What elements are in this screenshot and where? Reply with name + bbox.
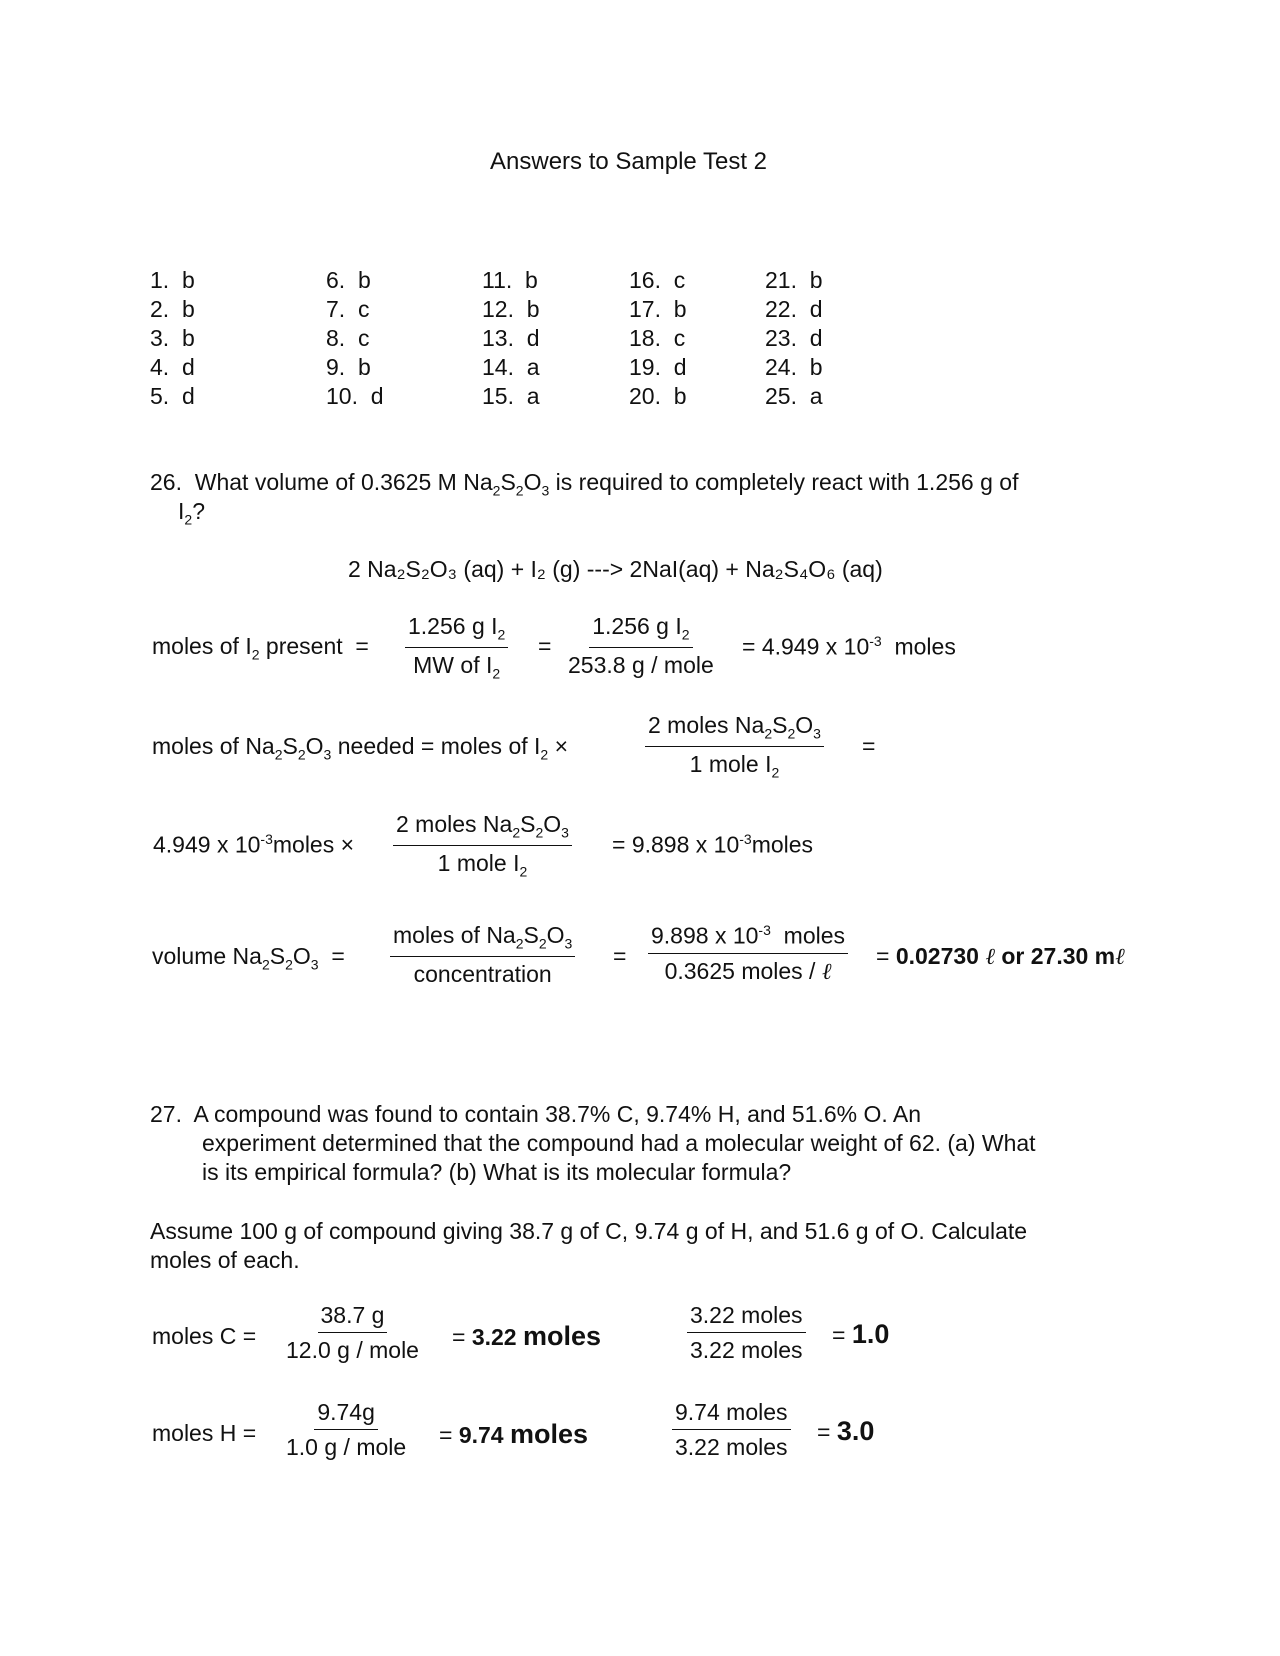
- fraction-h-ratio: [672, 1399, 791, 1461]
- question-27-line2: experiment determined that the compound had a molecular weight of 62. (a) What: [202, 1130, 1036, 1156]
- question-number: 27.: [150, 1101, 182, 1127]
- final-value: 0.02730: [895, 943, 979, 969]
- liter-symbol: ℓ: [1115, 944, 1125, 970]
- exponent: -3: [869, 633, 882, 649]
- fraction-h-moles: [286, 1399, 406, 1461]
- h-ratio-result: = 3.0: [817, 1416, 875, 1446]
- reaction-equation: 2 Na₂S₂O₃ (aq) + I₂ (g) ---> 2NaI(aq) + Na₂S₄O₆ (aq): [348, 556, 883, 582]
- question-text: A compound was found to contain 38.7% C, 9.74% H, and 51.6% O. An: [193, 1101, 922, 1127]
- answer-item: 1. b: [150, 267, 195, 293]
- volume-label: volume $Na_2S_2O_3$ =: [152, 943, 345, 973]
- question-26-line1: 26. What volume of 0.3625 M $Na_2S_2O_3$ is required to completely react with 1.256 g of: [150, 469, 1019, 499]
- question-text: What volume of 0.3625 M Na: [194, 469, 493, 495]
- equals-sign: =: [613, 943, 627, 969]
- numerator: 2 moles Na: [648, 712, 765, 738]
- final-answer-26: = 0.02730 ℓ or 27.30 mℓ: [876, 943, 1125, 970]
- answer-item: 22. d: [765, 296, 823, 322]
- result-moles-na2s2o3: [612, 831, 813, 859]
- numerator: 9.898 x 10: [651, 922, 759, 949]
- answer-item: 12. b: [482, 296, 540, 322]
- fraction-mole-ratio: 2 moles $Na_2S_2O_3$ 1 mole $I_2$: [645, 712, 824, 780]
- answer-item: 20. b: [629, 383, 687, 409]
- label-text: moles of I: [152, 633, 252, 659]
- page-title: Answers to Sample Test 2: [490, 148, 768, 175]
- equals-sign: =: [862, 733, 876, 759]
- fraction-mass-over-mw: $\frac{1.256 g I_2}{MW of I_2}$: [405, 613, 508, 681]
- answer-item: 19. d: [629, 354, 687, 380]
- answer-column-5: [765, 266, 823, 411]
- answer-column-2: [326, 266, 384, 411]
- question-text: is required to completely react with 1.256 g of: [555, 469, 1019, 495]
- label-text: volume Na: [152, 943, 262, 969]
- result-value: 3.22: [471, 1324, 517, 1350]
- denominator: 3.22 moles: [690, 1337, 803, 1364]
- c-ratio-result: = 1.0: [832, 1319, 890, 1349]
- label-text: present: [265, 633, 343, 659]
- result-text: = 9.898 x 10: [612, 831, 740, 858]
- answer-item: 16. c: [629, 267, 686, 293]
- answer-item: 15. a: [482, 383, 540, 409]
- numerator: 9.74g: [314, 1399, 378, 1430]
- answer-item: 2. b: [150, 296, 195, 322]
- assumption-line1: Assume 100 g of compound giving 38.7 g of C, 9.74 g of H, and 51.6 g of O. Calculate: [150, 1218, 1028, 1244]
- equals-sign: =: [538, 633, 552, 659]
- question-27-line1: [150, 1101, 921, 1129]
- moles-h-result: = 9.74 moles: [439, 1419, 589, 1449]
- result-value: 9.74: [458, 1422, 504, 1448]
- result-unit: moles: [522, 1321, 602, 1351]
- numerator: 1.256 g I: [592, 613, 682, 639]
- denominator: 12.0 g / mole: [286, 1337, 419, 1364]
- answer-item: 21. b: [765, 267, 823, 293]
- calc-lhs: [153, 831, 354, 859]
- numerator: 3.22 moles: [687, 1302, 806, 1333]
- answer-item: 25. a: [765, 383, 823, 409]
- exponent: -3: [260, 831, 273, 847]
- answer-item: 11. b: [482, 267, 538, 293]
- ratio-value: 3.0: [836, 1416, 875, 1446]
- denominator: concentration: [413, 960, 552, 987]
- answer-item: 13. d: [482, 325, 540, 351]
- numerator: 38.7 g: [318, 1302, 388, 1333]
- answer-item: 23. d: [765, 325, 823, 351]
- answer-column-3: [482, 266, 540, 411]
- fraction-c-ratio: [687, 1302, 806, 1364]
- denominator: 1 mole I: [689, 750, 772, 777]
- fraction-volume-calc: [648, 922, 848, 986]
- result-moles-i2: [742, 633, 956, 661]
- answer-item: 7. c: [326, 296, 370, 322]
- result-text: = 4.949 x 10: [742, 633, 870, 660]
- label-text: moles of Na: [152, 733, 275, 759]
- question-text: ?: [192, 498, 205, 524]
- moles-c-result: = 3.22 moles: [452, 1321, 602, 1351]
- answer-item: 3. b: [150, 325, 195, 351]
- exponent: -3: [758, 922, 771, 938]
- question-number: 26.: [150, 469, 182, 495]
- denominator: 1 mole I: [437, 849, 520, 876]
- denominator: MW of I: [413, 651, 493, 678]
- denominator: 1.0 g / mole: [286, 1434, 407, 1461]
- question-26-line2: $I_2$?: [178, 498, 205, 528]
- answer-item: 18. c: [629, 325, 686, 351]
- answer-item: 8. c: [326, 325, 370, 351]
- answer-item: 6. b: [326, 267, 371, 293]
- answer-column-4: [629, 266, 687, 411]
- answer-item: 9. b: [326, 354, 371, 380]
- assumption-line2: moles of each.: [150, 1247, 300, 1273]
- fraction-mass-over-molar: 1.256 g $I_2$ 253.8 g / mole: [568, 613, 714, 678]
- label-text: needed = moles of I: [337, 733, 541, 759]
- moles-c-label: moles C =: [152, 1323, 257, 1349]
- denominator: 3.22 moles: [675, 1434, 788, 1461]
- moles-i2-label: moles of $I_2$ present =: [152, 633, 369, 663]
- denominator: 0.3625 moles /: [664, 958, 816, 985]
- exponent: -3: [739, 831, 752, 847]
- question-27-line3: is its empirical formula? (b) What is its molecular formula?: [202, 1159, 792, 1185]
- answer-item: 24. b: [765, 354, 823, 380]
- denominator: 253.8 g / mole: [568, 651, 714, 678]
- answer-column-1: [150, 266, 195, 411]
- value: 4.949 x 10: [153, 831, 261, 858]
- numerator: 9.74 moles: [672, 1399, 791, 1430]
- answer-item: 4. d: [150, 354, 195, 380]
- answer-item: 5. d: [150, 383, 195, 409]
- unit: moles: [894, 633, 956, 660]
- numerator: moles of Na: [393, 922, 516, 948]
- answer-item: 10. d: [326, 383, 384, 409]
- moles-needed-label: moles of $Na_2S_2O_3$ needed = moles of $I_2$ ×: [152, 733, 569, 763]
- answer-item: 17. b: [629, 296, 687, 322]
- final-value: or 27.30 m: [1001, 943, 1116, 969]
- numerator: 1.256 g I: [408, 613, 498, 639]
- fraction-mole-ratio-2: 2 moles $Na_2S_2O_3$ 1 mole $I_2$: [393, 811, 572, 879]
- liter-symbol: ℓ: [821, 959, 832, 986]
- numerator: 2 moles Na: [396, 811, 513, 837]
- result-unit: moles: [509, 1419, 589, 1449]
- unit: moles ×: [272, 831, 355, 858]
- unit: moles: [783, 922, 846, 949]
- answer-item: 14. a: [482, 354, 540, 380]
- unit: moles: [751, 831, 814, 858]
- fraction-c-moles: [286, 1302, 419, 1364]
- liter-symbol: ℓ: [985, 944, 995, 970]
- moles-h-label: moles H =: [152, 1420, 257, 1446]
- fraction-moles-over-conc: moles of $Na_2S_2O_3$ concentration: [390, 922, 575, 987]
- ratio-value: 1.0: [851, 1319, 890, 1349]
